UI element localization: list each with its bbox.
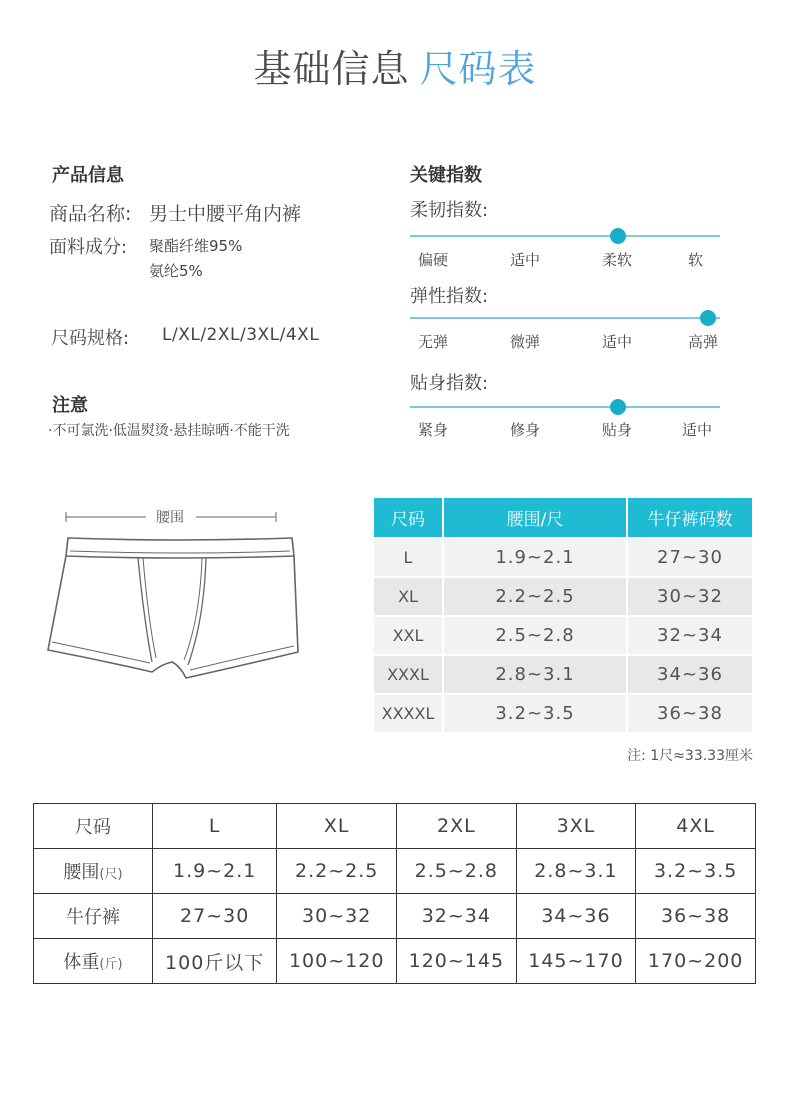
size-cell: XXL <box>374 616 443 655</box>
table-cell: 1.9~2.1 <box>153 849 277 894</box>
elasticity-tick-3: 适中 <box>602 333 633 351</box>
page-title <box>0 38 790 93</box>
fabric-label: 面料成分: <box>49 237 128 258</box>
table-cell: 2.2~2.5 <box>277 849 397 894</box>
table-cell: XL <box>277 804 397 849</box>
size-spec-label: 尺码规格: <box>51 328 130 349</box>
table-row <box>34 939 756 984</box>
elasticity-indicator <box>700 310 716 326</box>
row-unit: (斤) <box>99 957 123 972</box>
row-label <box>34 804 153 849</box>
title-size-chart: 尺码表 <box>419 47 537 91</box>
table-row <box>374 538 753 577</box>
elasticity-label: 弹性指数: <box>410 286 489 307</box>
title-basic-info: 基础信息 <box>253 47 410 91</box>
table-cell: 100~120 <box>277 939 397 984</box>
table-cell: 145~170 <box>516 939 636 984</box>
size-cell: XXXXL <box>374 694 443 733</box>
jeans-cell: 34~36 <box>627 655 753 694</box>
fit-tick-3: 贴身 <box>602 421 633 439</box>
table-cell: 3XL <box>516 804 636 849</box>
row-label-text: 牛仔裤 <box>66 907 120 928</box>
size-spec-value: L/XL/2XL/3XL/4XL <box>162 325 320 345</box>
table-cell: 3.2~3.5 <box>636 849 756 894</box>
row-label <box>34 849 153 894</box>
softness-label: 柔韧指数: <box>410 200 489 221</box>
table-row <box>34 804 756 849</box>
softness-tick-3: 柔软 <box>602 251 633 269</box>
header-jeans-size: 牛仔裤码数 <box>627 498 753 538</box>
waist-label: 腰围 <box>156 510 184 526</box>
elasticity-tick-2: 微弹 <box>510 333 541 351</box>
softness-tick-4: 软 <box>688 251 704 269</box>
key-index-heading: 关键指数 <box>410 165 482 186</box>
table-cell: L <box>153 804 277 849</box>
table-cell: 2XL <box>397 804 517 849</box>
table-row <box>374 694 753 733</box>
notice-heading: 注意 <box>52 395 88 416</box>
table-row <box>34 849 756 894</box>
table-cell: 30~32 <box>277 894 397 939</box>
product-name-value: 男士中腰平角内裤 <box>149 203 302 225</box>
table-row <box>374 577 753 616</box>
table-cell: 170~200 <box>636 939 756 984</box>
jeans-cell: 30~32 <box>627 577 753 616</box>
elasticity-slider <box>410 317 720 319</box>
fit-indicator <box>610 399 626 415</box>
row-label <box>34 939 153 984</box>
fit-slider <box>410 406 720 408</box>
row-label-text: 腰围 <box>63 862 100 883</box>
fit-tick-4: 适中 <box>682 421 713 439</box>
unit-note: 注: 1尺≈33.33厘米 <box>627 748 753 764</box>
size-cell: L <box>374 538 443 577</box>
size-table <box>374 498 754 734</box>
size-cell: XXXL <box>374 655 443 694</box>
header-waist: 腰围/尺 <box>443 498 627 538</box>
jeans-cell: 27~30 <box>627 538 753 577</box>
softness-tick-2: 适中 <box>510 251 541 269</box>
softness-indicator <box>610 228 626 244</box>
softness-tick-1: 偏硬 <box>418 251 449 269</box>
fit-tick-1: 紧身 <box>418 421 449 439</box>
size-weight-table <box>33 803 756 984</box>
table-row <box>374 655 753 694</box>
fabric-line-1: 聚酯纤维95% <box>149 237 243 255</box>
table-row <box>34 894 756 939</box>
table-row <box>374 616 753 655</box>
waist-cell: 1.9~2.1 <box>443 538 627 577</box>
fit-label: 贴身指数: <box>410 373 489 394</box>
row-label <box>34 894 153 939</box>
row-unit: (尺) <box>99 867 123 882</box>
waist-cell: 2.8~3.1 <box>443 655 627 694</box>
jeans-cell: 36~38 <box>627 694 753 733</box>
product-info-heading: 产品信息 <box>52 165 124 186</box>
header-size: 尺码 <box>374 498 443 538</box>
table-cell: 34~36 <box>516 894 636 939</box>
table-cell: 100斤以下 <box>153 939 277 984</box>
waist-cell: 2.2~2.5 <box>443 577 627 616</box>
size-cell: XL <box>374 577 443 616</box>
jeans-cell: 32~34 <box>627 616 753 655</box>
fabric-line-2: 氨纶5% <box>149 262 203 280</box>
care-instructions: ·不可氯洗·低温熨烫·悬挂晾晒·不能干洗 <box>48 423 290 439</box>
waist-cell: 3.2~3.5 <box>443 694 627 733</box>
product-name-label: 商品名称: <box>49 203 132 225</box>
table-cell: 4XL <box>636 804 756 849</box>
row-label-text: 尺码 <box>75 817 111 838</box>
table-cell: 36~38 <box>636 894 756 939</box>
size-table-header <box>374 498 753 538</box>
boxer-briefs-icon <box>40 500 310 695</box>
table-cell: 120~145 <box>397 939 517 984</box>
elasticity-tick-1: 无弹 <box>418 333 449 351</box>
waist-cell: 2.5~2.8 <box>443 616 627 655</box>
table-cell: 32~34 <box>397 894 517 939</box>
table-cell: 2.8~3.1 <box>516 849 636 894</box>
fit-tick-2: 修身 <box>510 421 541 439</box>
row-label-text: 体重 <box>63 952 100 973</box>
table-cell: 27~30 <box>153 894 277 939</box>
softness-slider <box>410 235 720 237</box>
table-cell: 2.5~2.8 <box>397 849 517 894</box>
elasticity-tick-4: 高弹 <box>688 333 719 351</box>
underwear-diagram <box>40 500 310 699</box>
